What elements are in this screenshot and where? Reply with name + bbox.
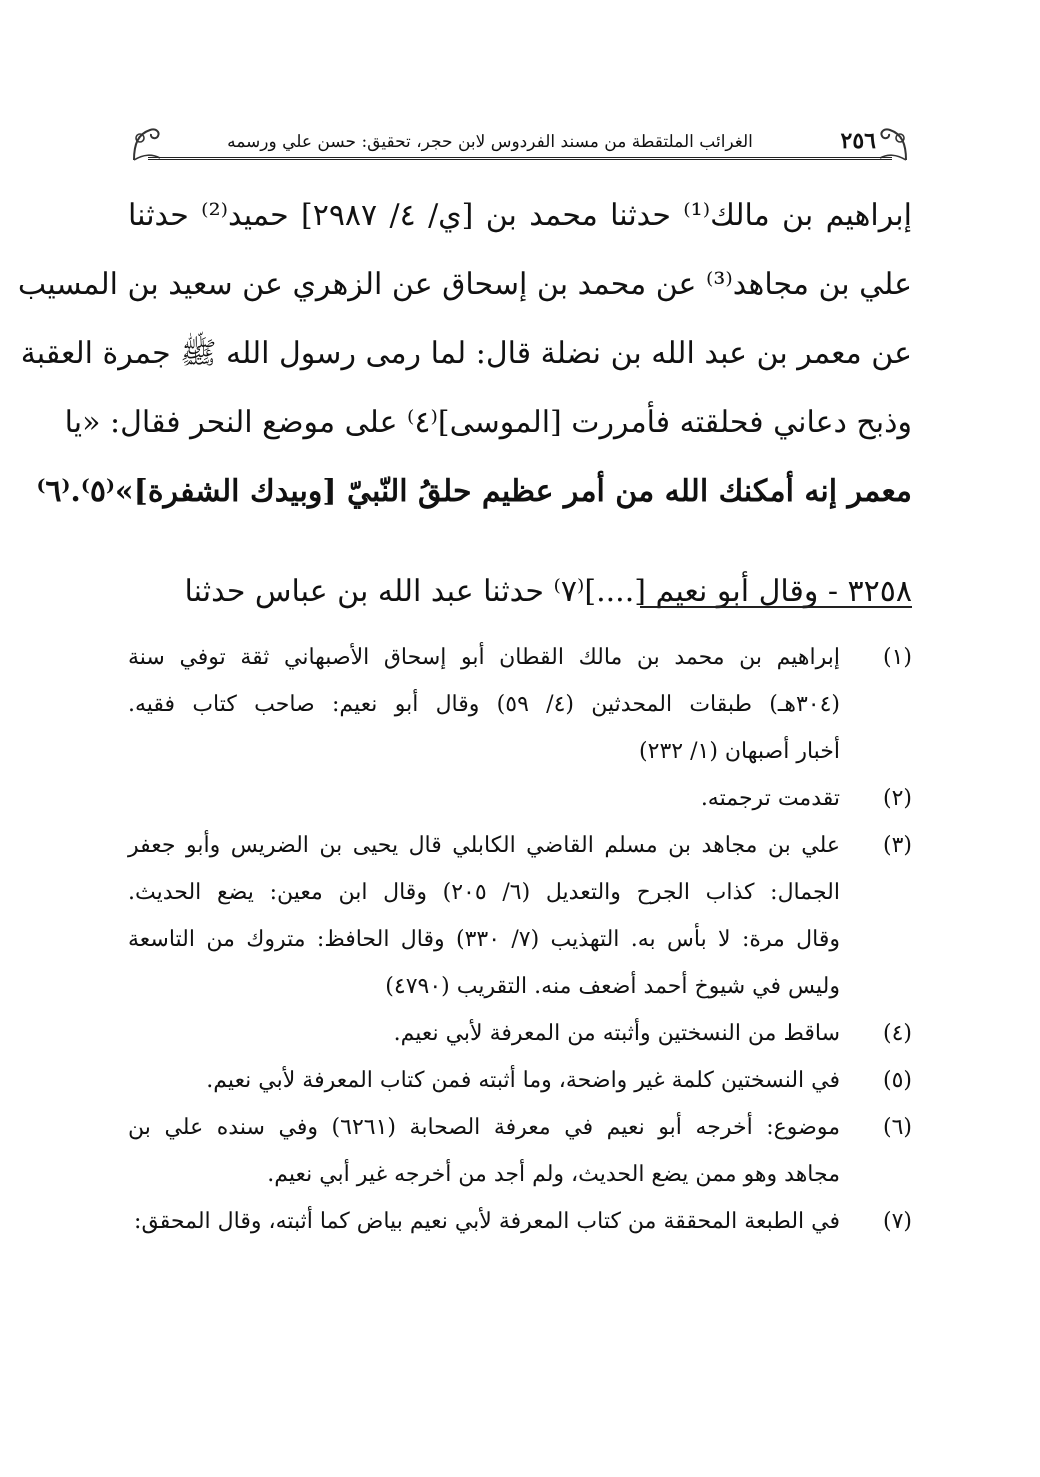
footnote: [128, 1012, 912, 1056]
footnote-number: (٤): [882, 1021, 912, 1046]
footnote-line: وقال مرة: لا بأس به. التهذيب (٧/ ٣٣٠) وقال الحافظ: متروك من التاسعة: [128, 927, 840, 952]
footnote-line: موضوع: أخرجه أبو نعيم في معرفة الصحابة (٦٢٦١) وفي سنده علي بن: [128, 1115, 840, 1140]
text-line: عن معمر بن عبد الله بن نضلة قال: لما رمى رسول الله ﷺ جمرة العقبة: [20, 336, 912, 371]
page-number: ٢٥٦: [840, 128, 876, 154]
main-text: [17, 186, 912, 631]
footnote-line: وليس في شيوخ أحمد أضعف منه. التقريب (٤٧٩٠): [385, 974, 840, 999]
footnote-number: (٦): [882, 1115, 912, 1140]
header-rule: [148, 157, 892, 160]
footnote-line: تقدمت ترجمته.: [700, 786, 840, 811]
footnote-number: (٣): [882, 833, 912, 858]
footnote-line: الجمال: كذاب الجرح والتعديل (٦/ ٢٠٥) وقال ابن معين: يضع الحديث.: [128, 880, 840, 905]
footnote: [128, 1059, 912, 1103]
footnote: [128, 824, 912, 1009]
text-line: معمر إنه أمكنك الله من أمر عظيم حلقُ النّبيّ [وبيدك الشفرة]»⁽٥⁾.⁽٦⁾: [36, 474, 912, 509]
footnote-line: في الطبعة المحققة من كتاب المعرفة لأبي نعيم بياض كما أثبته، وقال المحقق:: [134, 1209, 840, 1234]
page-header: [130, 122, 910, 162]
hadith-line: ٣٢٥٨ - وقال أبو نعيم [....]⁽٧⁾ حدثنا عبد الله بن عباس حدثنا: [184, 574, 912, 609]
footnote-number: (١): [882, 645, 912, 670]
running-title: الغرائب الملتقطة من مسند الفردوس لابن حجر، تحقيق: حسن علي ورسمه: [227, 132, 753, 152]
footnote-number: (٥): [882, 1068, 912, 1093]
text-line: إبراهيم بن مالك⁽¹⁾ حدثنا محمد بن [ي/ ٤/ ٢٩٨٧] حميد⁽²⁾ حدثنا: [128, 198, 912, 233]
text-line: وذبح دعاني فحلقته فأمررت [الموسى]⁽٤⁾ على موضع النحر فقال: «يا: [64, 405, 912, 440]
footnote-line: إبراهيم بن محمد بن مالك القطان أبو إسحاق الأصبهاني ثقة توفي سنة: [128, 645, 840, 670]
footnote-line: مجاهد وهو ممن يضع الحديث، ولم أجد من أخرجه غير أبي نعيم.: [267, 1162, 840, 1187]
footnote-line: (٣٠٤هـ) طبقات المحدثين (٤/ ٥٩) وقال أبو نعيم: صاحب كتاب فقيه.: [128, 692, 840, 717]
footnote: [128, 636, 912, 774]
footnote-number: (٢): [882, 786, 912, 811]
footnote-line: في النسختين كلمة غير واضحة، وما أثبته فمن كتاب المعرفة لأبي نعيم.: [206, 1068, 840, 1093]
footnote: [128, 1200, 912, 1244]
footnote-line: ساقط من النسختين وأثبته من المعرفة لأبي نعيم.: [393, 1021, 840, 1046]
footnote: [128, 777, 912, 821]
footnote: [128, 1106, 912, 1197]
footnotes: [128, 636, 912, 1247]
footnote-line: أخبار أصبهان (١/ ٢٣٢): [639, 739, 840, 764]
footnote-number: (٧): [882, 1209, 912, 1234]
footnote-separator: [640, 606, 912, 608]
text-line: علي بن مجاهد⁽³⁾ عن محمد بن إسحاق عن الزهري عن سعيد بن المسيب: [17, 267, 912, 302]
footnote-line: علي بن مجاهد بن مسلم القاضي الكابلي قال يحيى بن الضريس وأبو جعفر: [128, 833, 840, 858]
